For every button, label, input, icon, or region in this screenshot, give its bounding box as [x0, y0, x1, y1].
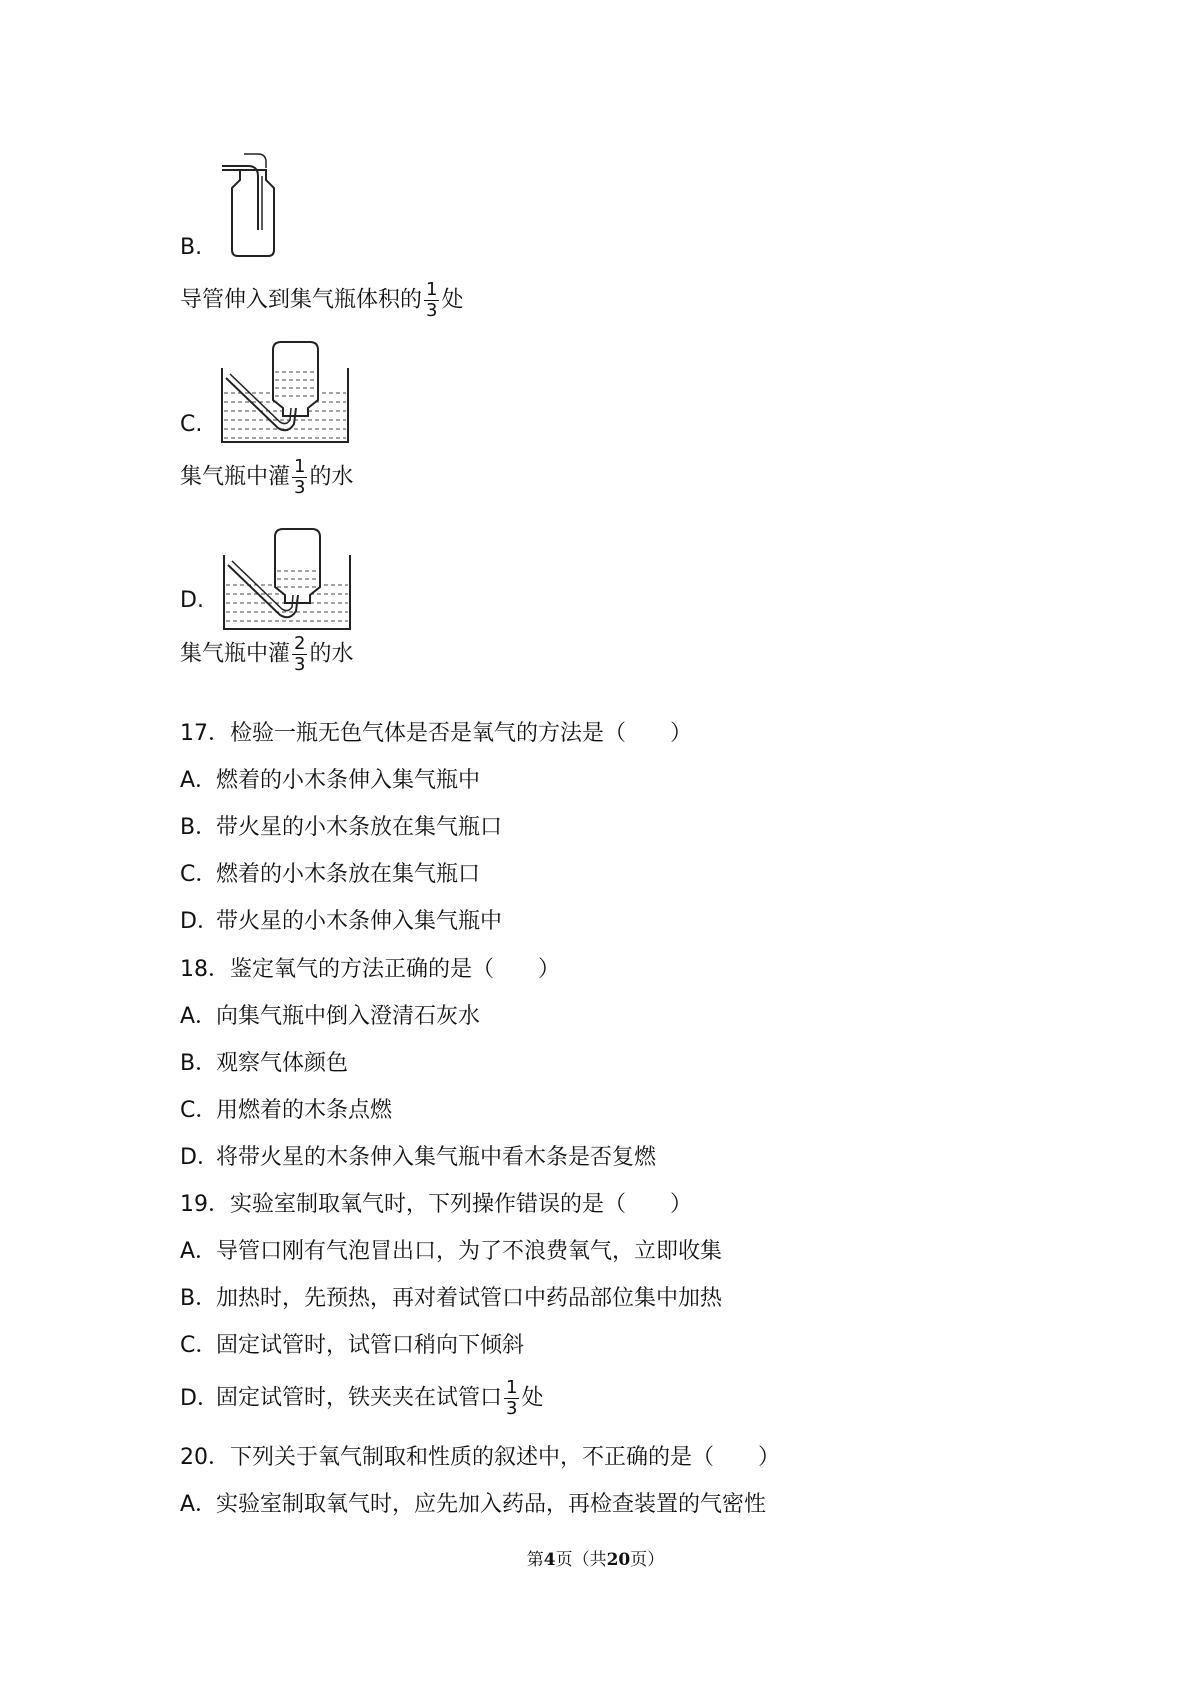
q19-option-d: D．固定试管时，铁夹夹在试管口 $\frac{1}{3}$ 处 — [180, 1377, 544, 1419]
gas-bottle-figure-b — [218, 150, 298, 260]
water-trough-figure-c — [218, 338, 358, 448]
q19-option-a: A．导管口刚有气泡冒出口，为了不浪费氧气，立即收集 — [180, 1239, 723, 1264]
q17-option-b: B．带火星的小木条放在集气瓶口 — [180, 815, 503, 840]
q18-option-d: D．将带火星的木条伸入集气瓶中看木条是否复燃 — [180, 1145, 657, 1170]
option-c-label: C. — [180, 412, 203, 437]
fraction: $\frac{1}{3}$ — [506, 1377, 518, 1419]
option-c-caption: 集气瓶中灌 $\frac{1}{3}$ 的水 — [180, 456, 354, 498]
q18-option-b: B．观察气体颜色 — [180, 1051, 349, 1076]
question-20-stem: 20．下列关于氧气制取和性质的叙述中，不正确的是（ ） — [180, 1445, 781, 1470]
fraction: $\frac{1}{3}$ — [294, 456, 306, 498]
q17-option-d: D．带火星的小木条伸入集气瓶中 — [180, 909, 503, 934]
fraction: $\frac{1}{3}$ — [426, 279, 438, 321]
option-d-caption: 集气瓶中灌 $\frac{2}{3}$ 的水 — [180, 633, 354, 675]
water-trough-figure-d — [220, 525, 360, 635]
question-18-stem: 18．鉴定氧气的方法正确的是（ ） — [180, 957, 561, 982]
page-footer: 第4页（共20页） — [526, 1550, 665, 1570]
option-b-caption: 导管伸入到集气瓶体积的 $\frac{1}{3}$ 处 — [180, 279, 464, 321]
q20-option-a: A．实验室制取氧气时，应先加入药品，再检查装置的气密性 — [180, 1492, 767, 1517]
option-b-label: B. — [180, 235, 203, 260]
q18-option-a: A．向集气瓶中倒入澄清石灰水 — [180, 1004, 481, 1029]
q17-option-a: A．燃着的小木条伸入集气瓶中 — [180, 768, 481, 793]
question-17-stem: 17．检验一瓶无色气体是否是氧气的方法是（ ） — [180, 721, 693, 746]
q19-option-c: C．固定试管时，试管口稍向下倾斜 — [180, 1333, 525, 1358]
fraction: $\frac{2}{3}$ — [294, 633, 306, 675]
q18-option-c: C．用燃着的木条点燃 — [180, 1098, 393, 1123]
question-19-stem: 19．实验室制取氧气时，下列操作错误的是（ ） — [180, 1192, 693, 1217]
q19-option-b: B．加热时，先预热，再对着试管口中药品部位集中加热 — [180, 1286, 723, 1311]
option-d-label: D. — [180, 588, 204, 613]
q17-option-c: C．燃着的小木条放在集气瓶口 — [180, 862, 481, 887]
